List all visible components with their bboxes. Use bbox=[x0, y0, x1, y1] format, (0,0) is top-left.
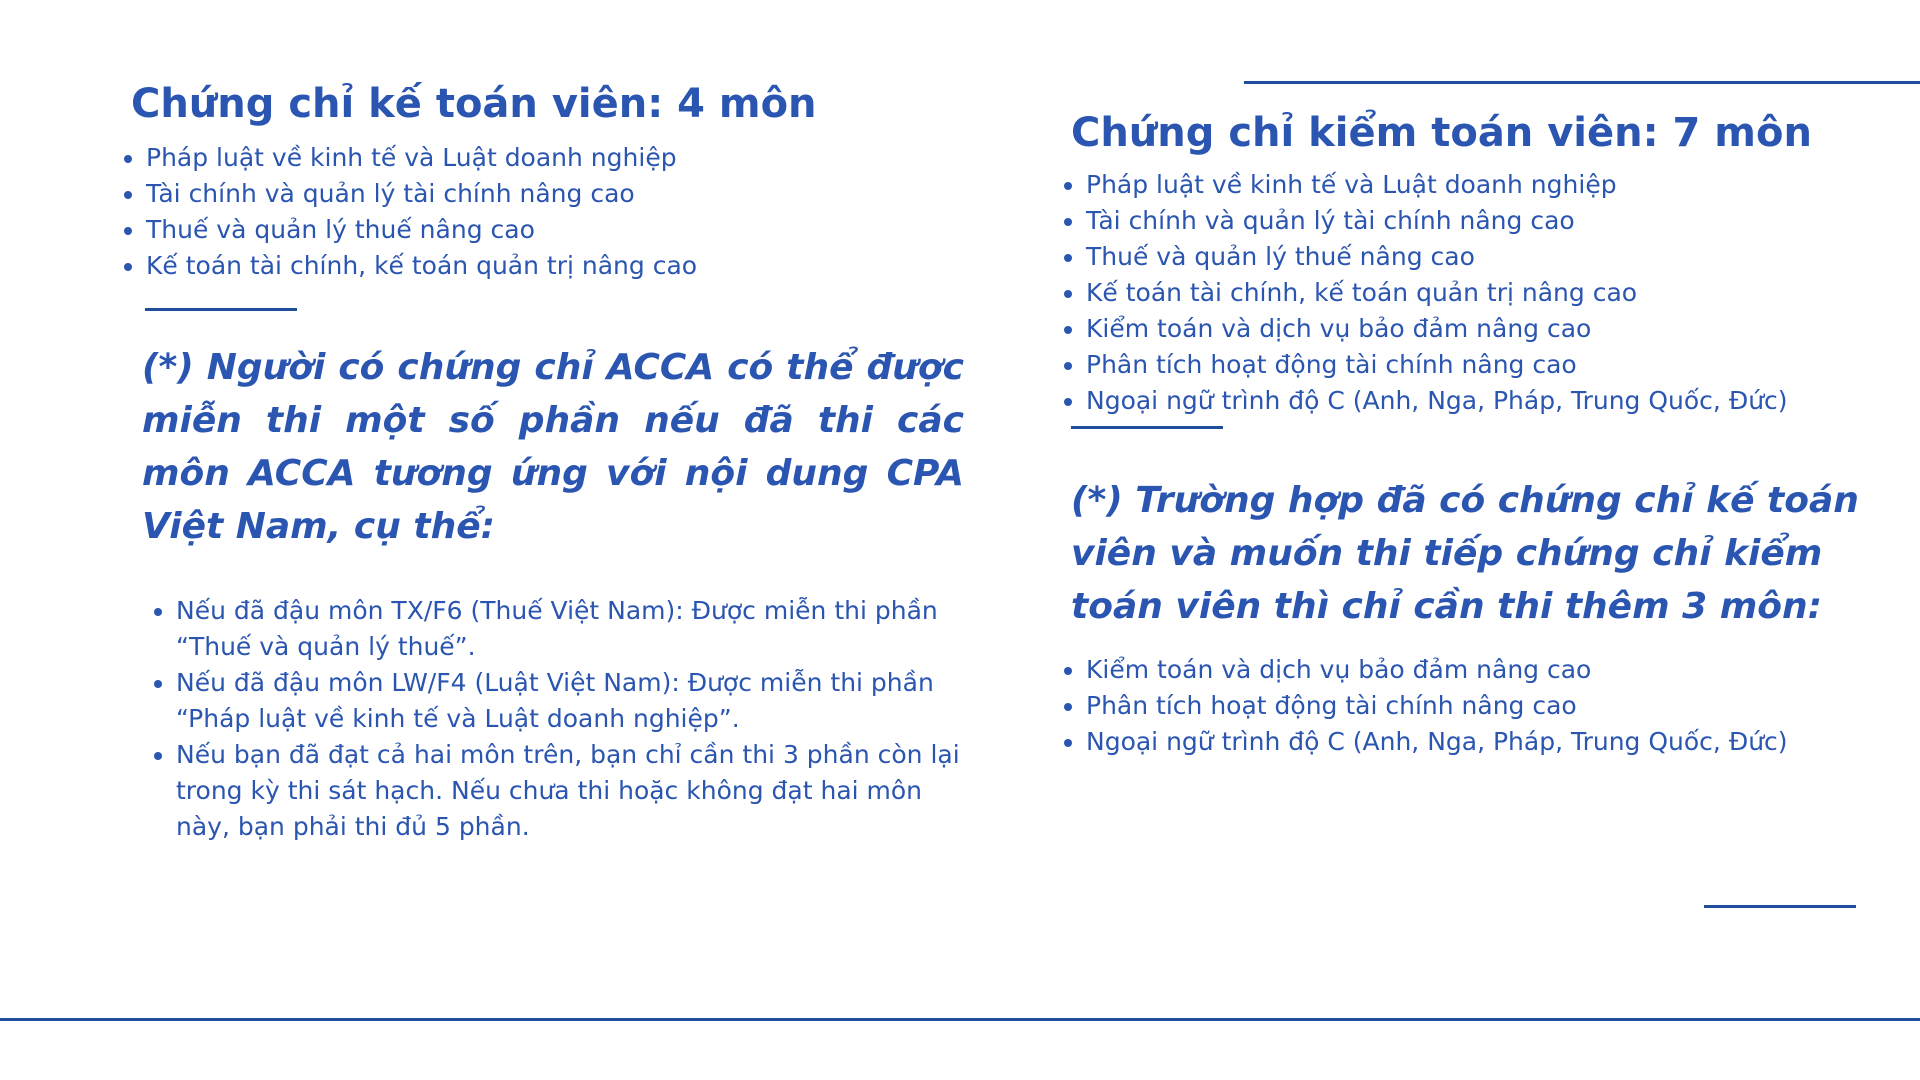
list-item: • Tài chính và quản lý tài chính nâng cao bbox=[1086, 203, 1920, 239]
accountant-to-auditor-note: (*) Trường hợp đã có chứng chỉ kế toán viên và muốn thi tiếp chứng chỉ kiểm toán viên thì chỉ cần thi thêm 3 môn: bbox=[1071, 480, 1859, 627]
list-item: • Thuế và quản lý thuế nâng cao bbox=[1086, 239, 1920, 275]
auditor-certificate-title: Chứng chỉ kiểm toán viên: 7 môn bbox=[1071, 110, 1812, 156]
auditor-extra-subject-list bbox=[1062, 652, 1920, 760]
list-item: • Phân tích hoạt động tài chính nâng cao bbox=[1086, 347, 1920, 383]
list-item: • Pháp luật về kinh tế và Luật doanh nghiệp bbox=[146, 140, 846, 176]
accountant-subject-list bbox=[122, 140, 846, 284]
list-item: • Phân tích hoạt động tài chính nâng cao bbox=[1086, 688, 1920, 724]
list-item: • Ngoại ngữ trình độ C (Anh, Nga, Pháp, Trung Quốc, Đức) bbox=[1086, 383, 1920, 419]
left-divider-rule bbox=[145, 308, 297, 311]
list-item: • Nếu đã đậu môn LW/F4 (Luật Việt Nam): Được miễn thi phần “Pháp luật về kinh tế và Luật doanh nghiệp”. bbox=[176, 665, 966, 737]
list-item: • Kế toán tài chính, kế toán quản trị nâng cao bbox=[146, 248, 846, 284]
bottom-full-rule bbox=[0, 1018, 1920, 1021]
list-item: • Kế toán tài chính, kế toán quản trị nâng cao bbox=[1086, 275, 1920, 311]
list-item: • Kiểm toán và dịch vụ bảo đảm nâng cao bbox=[1086, 652, 1920, 688]
list-item: • Thuế và quản lý thuế nâng cao bbox=[146, 212, 846, 248]
accountant-certificate-title: Chứng chỉ kế toán viên: 4 môn bbox=[131, 81, 817, 127]
auditor-subject-list bbox=[1062, 167, 1920, 419]
list-item: • Kiểm toán và dịch vụ bảo đảm nâng cao bbox=[1086, 311, 1920, 347]
top-right-rule bbox=[1244, 81, 1920, 84]
list-item: • Nếu đã đậu môn TX/F6 (Thuế Việt Nam): Được miễn thi phần “Thuế và quản lý thuế”. bbox=[176, 593, 966, 665]
acca-exemption-note: (*) Người có chứng chỉ ACCA có thể được miễn thi một số phần nếu đã thi các môn ACCA tương ứng với nội dung CPA Việt Nam, cụ thể: bbox=[142, 347, 964, 547]
list-item: • Tài chính và quản lý tài chính nâng cao bbox=[146, 176, 846, 212]
list-item: • Nếu bạn đã đạt cả hai môn trên, bạn chỉ cần thi 3 phần còn lại trong kỳ thi sát hạch. Nếu chưa thi hoặc không đạt hai môn này, bạn phải thi đủ 5 phần. bbox=[176, 737, 966, 845]
right-divider-rule bbox=[1071, 426, 1223, 429]
list-item: • Pháp luật về kinh tế và Luật doanh nghiệp bbox=[1086, 167, 1920, 203]
bottom-right-short-rule bbox=[1704, 905, 1856, 908]
acca-exemption-list bbox=[152, 593, 966, 845]
list-item: • Ngoại ngữ trình độ C (Anh, Nga, Pháp, Trung Quốc, Đức) bbox=[1086, 724, 1920, 760]
